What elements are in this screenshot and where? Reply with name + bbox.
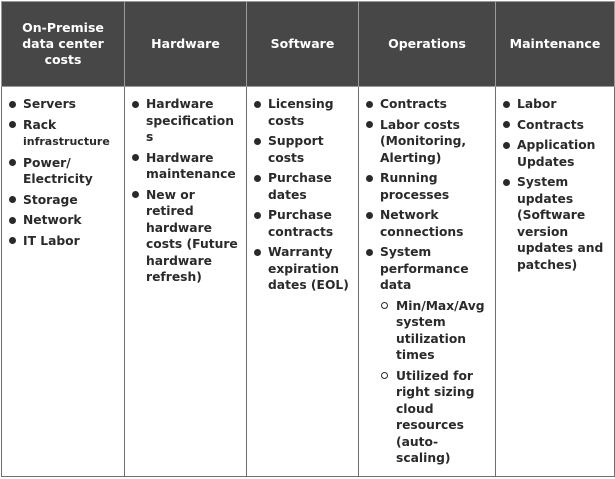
- header-maintenance: Maintenance: [496, 2, 615, 87]
- list-item: Power/ Electricity: [8, 155, 120, 188]
- content-row: [2, 87, 615, 477]
- list-item: Network connections: [365, 207, 491, 240]
- list-item: Warranty expiration dates (EOL): [253, 244, 354, 294]
- list-item: Running processes: [365, 170, 491, 203]
- list-item: Support costs: [253, 133, 354, 166]
- list-item: Servers: [8, 96, 120, 113]
- list-item: Licensing costs: [253, 96, 354, 129]
- list-item: Contracts: [502, 117, 610, 134]
- sub-list-item: Utilized for right sizing cloud resources (auto-scaling): [380, 368, 491, 467]
- operations-sub-list: [380, 298, 491, 467]
- list-item: Contracts: [365, 96, 491, 113]
- header-software: Software: [247, 2, 359, 87]
- list-item: Purchase contracts: [253, 207, 354, 240]
- operations-list: [365, 96, 491, 467]
- header-hardware: Hardware: [125, 2, 247, 87]
- hardware-list: [131, 96, 242, 286]
- hardware-cell: [125, 87, 247, 477]
- header-row: [2, 2, 615, 87]
- list-item: System updates (Software version updates and patches): [502, 174, 610, 273]
- list-item: Application Updates: [502, 137, 610, 170]
- operations-cell: [359, 87, 496, 477]
- list-item: Purchase dates: [253, 170, 354, 203]
- list-item: New or retired hardware costs (Future hardware refresh): [131, 187, 242, 286]
- list-item: IT Labor: [8, 233, 120, 250]
- maintenance-cell: [496, 87, 615, 477]
- header-on-premise: On-Premise data center costs: [2, 2, 125, 87]
- list-item: System performance data Min/Max/Avg system utilization times Utilized for right sizing cloud resources (auto-scaling): [365, 244, 491, 467]
- header-operations: Operations: [359, 2, 496, 87]
- software-list: [253, 96, 354, 294]
- list-item: Labor: [502, 96, 610, 113]
- maintenance-list: [502, 96, 610, 273]
- cost-comparison-table: [1, 1, 615, 477]
- list-item: Hardware maintenance: [131, 150, 242, 183]
- on-premise-cell: [2, 87, 125, 477]
- on-premise-list: [8, 96, 120, 249]
- sub-list-item: Min/Max/Avg system utilization times: [380, 298, 491, 364]
- list-item: Labor costs (Monitoring, Alerting): [365, 117, 491, 167]
- list-item: Rack infrastructure: [8, 117, 120, 151]
- list-item: Network: [8, 212, 120, 229]
- software-cell: [247, 87, 359, 477]
- list-item: Storage: [8, 192, 120, 209]
- list-item: Hardware specification s: [131, 96, 242, 146]
